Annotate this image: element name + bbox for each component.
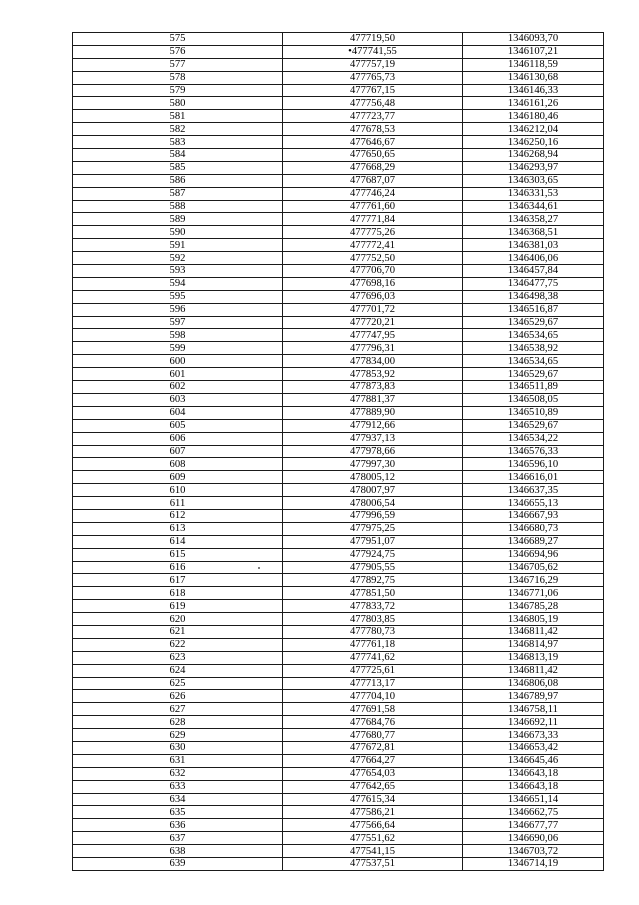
y-coordinate-cell: 1346534,65	[463, 355, 604, 368]
x-coordinate-cell: 477687,07	[283, 174, 463, 187]
y-coordinate-cell: 1346813,19	[463, 651, 604, 664]
x-coordinate-cell: 477905,55	[283, 561, 463, 574]
table-row	[73, 716, 604, 729]
y-coordinate-cell: 1346212,04	[463, 123, 604, 136]
y-coordinate-cell: 1346093,70	[463, 33, 604, 46]
table-row	[73, 806, 604, 819]
x-coordinate-cell: 477664,27	[283, 754, 463, 767]
x-coordinate-cell: 477646,67	[283, 136, 463, 149]
table-row	[73, 767, 604, 780]
x-coordinate-cell: 477771,84	[283, 213, 463, 226]
table-row	[73, 574, 604, 587]
point-number-cell: 635	[73, 806, 283, 819]
x-coordinate-cell: 477725,61	[283, 664, 463, 677]
point-number-cell: 599	[73, 342, 283, 355]
x-coordinate-cell: 477672,81	[283, 741, 463, 754]
x-coordinate-cell: 477997,30	[283, 458, 463, 471]
table-row	[73, 187, 604, 200]
point-number-cell: 627	[73, 703, 283, 716]
table-row	[73, 600, 604, 613]
table-row	[73, 123, 604, 136]
x-coordinate-cell: 477642,65	[283, 780, 463, 793]
table-row	[73, 303, 604, 316]
x-coordinate-cell: 477892,75	[283, 574, 463, 587]
x-coordinate-cell: 477713,17	[283, 677, 463, 690]
y-coordinate-cell: 1346146,33	[463, 84, 604, 97]
table-row	[73, 819, 604, 832]
table-row	[73, 587, 604, 600]
table-row	[73, 664, 604, 677]
y-coordinate-cell: 1346293,97	[463, 161, 604, 174]
table-row	[73, 471, 604, 484]
y-coordinate-cell: 1346358,27	[463, 213, 604, 226]
point-number-cell: 584	[73, 149, 283, 162]
y-coordinate-cell: 1346677,77	[463, 819, 604, 832]
y-coordinate-cell: 1346529,67	[463, 419, 604, 432]
point-number-cell: 619	[73, 600, 283, 613]
x-coordinate-cell: 477975,25	[283, 522, 463, 535]
x-coordinate-cell: 477881,37	[283, 393, 463, 406]
table-row	[73, 677, 604, 690]
x-coordinate-cell: 477680,77	[283, 729, 463, 742]
point-number-cell: 583	[73, 136, 283, 149]
point-number-cell: 591	[73, 239, 283, 252]
x-coordinate-cell: 477704,10	[283, 690, 463, 703]
x-coordinate-cell: 477761,18	[283, 638, 463, 651]
y-coordinate-cell: 1346643,18	[463, 780, 604, 793]
table-row	[73, 703, 604, 716]
y-coordinate-cell: 1346250,16	[463, 136, 604, 149]
y-coordinate-cell: 1346680,73	[463, 522, 604, 535]
point-number-cell: 609	[73, 471, 283, 484]
table-row	[73, 252, 604, 265]
y-coordinate-cell: 1346534,65	[463, 329, 604, 342]
y-coordinate-cell: 1346814,97	[463, 638, 604, 651]
point-number-cell: 595	[73, 290, 283, 303]
y-coordinate-cell: 1346653,42	[463, 741, 604, 754]
y-coordinate-cell: 1346692,11	[463, 716, 604, 729]
y-coordinate-cell: 1346771,06	[463, 587, 604, 600]
y-coordinate-cell: 1346368,51	[463, 226, 604, 239]
y-coordinate-cell: 1346511,89	[463, 381, 604, 394]
point-number-cell: 621	[73, 625, 283, 638]
point-number-cell: 600	[73, 355, 283, 368]
point-number-cell: 610	[73, 484, 283, 497]
point-number-cell: 639	[73, 858, 283, 871]
x-coordinate-cell: 477698,16	[283, 277, 463, 290]
table-row	[73, 651, 604, 664]
point-number-cell: 605	[73, 419, 283, 432]
x-coordinate-cell: 477684,76	[283, 716, 463, 729]
table-row	[73, 161, 604, 174]
table-row	[73, 458, 604, 471]
y-coordinate-cell: 1346645,46	[463, 754, 604, 767]
table-row	[73, 84, 604, 97]
table-row	[73, 381, 604, 394]
table-row	[73, 613, 604, 626]
y-coordinate-cell: 1346510,89	[463, 406, 604, 419]
y-coordinate-cell: 1346331,53	[463, 187, 604, 200]
y-coordinate-cell: 1346758,11	[463, 703, 604, 716]
x-coordinate-cell: 477691,58	[283, 703, 463, 716]
point-number-cell: 576	[73, 45, 283, 58]
x-coordinate-cell: 477853,92	[283, 368, 463, 381]
point-number-cell: 601	[73, 368, 283, 381]
y-coordinate-cell: 1346529,67	[463, 368, 604, 381]
x-coordinate-cell: 477924,75	[283, 548, 463, 561]
x-coordinate-cell: 477761,60	[283, 200, 463, 213]
y-coordinate-cell: 1346538,92	[463, 342, 604, 355]
point-number-cell: 592	[73, 252, 283, 265]
point-number-cell: 637	[73, 832, 283, 845]
point-number-cell: 590	[73, 226, 283, 239]
table-row	[73, 741, 604, 754]
point-number-cell: 613	[73, 522, 283, 535]
table-row	[73, 58, 604, 71]
x-coordinate-cell: 477796,31	[283, 342, 463, 355]
point-number-cell: 581	[73, 110, 283, 123]
x-coordinate-cell: 477996,59	[283, 509, 463, 522]
table-row	[73, 136, 604, 149]
y-coordinate-cell: 1346161,26	[463, 97, 604, 110]
y-coordinate-cell: 1346534,22	[463, 432, 604, 445]
x-coordinate-cell: 477775,26	[283, 226, 463, 239]
y-coordinate-cell: 1346268,94	[463, 149, 604, 162]
point-number-cell: 617	[73, 574, 283, 587]
x-coordinate-cell: 477912,66	[283, 419, 463, 432]
x-coordinate-cell: 477654,03	[283, 767, 463, 780]
x-coordinate-cell: 477668,29	[283, 161, 463, 174]
y-coordinate-cell: 1346616,01	[463, 471, 604, 484]
y-coordinate-cell: 1346789,97	[463, 690, 604, 703]
x-coordinate-cell: 477772,41	[283, 239, 463, 252]
x-coordinate-cell: •477741,55	[283, 45, 463, 58]
x-coordinate-cell: 477765,73	[283, 71, 463, 84]
table-row	[73, 561, 604, 574]
table-row	[73, 535, 604, 548]
x-coordinate-cell: 477889,90	[283, 406, 463, 419]
coordinates-table-body	[73, 33, 604, 871]
point-number-cell: 593	[73, 265, 283, 278]
x-coordinate-cell: 477551,62	[283, 832, 463, 845]
table-row	[73, 368, 604, 381]
table-row	[73, 548, 604, 561]
y-coordinate-cell: 1346785,28	[463, 600, 604, 613]
point-number-cell: 612	[73, 509, 283, 522]
x-coordinate-cell: 477851,50	[283, 587, 463, 600]
x-coordinate-cell: 478007,97	[283, 484, 463, 497]
point-number-cell: 631	[73, 754, 283, 767]
x-coordinate-cell: 478006,54	[283, 497, 463, 510]
point-number-cell: 611	[73, 497, 283, 510]
table-row	[73, 329, 604, 342]
x-coordinate-cell: 477746,24	[283, 187, 463, 200]
y-coordinate-cell: 1346457,84	[463, 265, 604, 278]
point-number-cell: 582	[73, 123, 283, 136]
y-coordinate-cell: 1346714,19	[463, 858, 604, 871]
y-coordinate-cell: 1346344,61	[463, 200, 604, 213]
x-coordinate-cell: 477741,62	[283, 651, 463, 664]
point-number-cell: 614	[73, 535, 283, 548]
point-number-cell: 618	[73, 587, 283, 600]
point-number-cell: 628	[73, 716, 283, 729]
point-number-cell: 607	[73, 445, 283, 458]
x-coordinate-cell: 477537,51	[283, 858, 463, 871]
table-row	[73, 355, 604, 368]
y-coordinate-cell: 1346805,19	[463, 613, 604, 626]
x-coordinate-cell: 477720,21	[283, 316, 463, 329]
table-row	[73, 522, 604, 535]
point-number-cell: 577	[73, 58, 283, 71]
y-coordinate-cell: 1346703,72	[463, 845, 604, 858]
point-number-cell: 632	[73, 767, 283, 780]
point-number-cell: 626	[73, 690, 283, 703]
point-number-cell: 629	[73, 729, 283, 742]
x-coordinate-cell: 477756,48	[283, 97, 463, 110]
x-coordinate-cell: 477951,07	[283, 535, 463, 548]
table-row	[73, 213, 604, 226]
point-number-cell: 580	[73, 97, 283, 110]
point-number-cell: 579	[73, 84, 283, 97]
point-number-cell: 624	[73, 664, 283, 677]
x-coordinate-cell: 478005,12	[283, 471, 463, 484]
point-number-cell: 602	[73, 381, 283, 394]
y-coordinate-cell: 1346406,06	[463, 252, 604, 265]
y-coordinate-cell: 1346694,96	[463, 548, 604, 561]
point-number-cell: 616	[73, 561, 283, 574]
table-row	[73, 45, 604, 58]
table-row	[73, 729, 604, 742]
point-number-cell: 623	[73, 651, 283, 664]
y-coordinate-cell: 1346477,75	[463, 277, 604, 290]
point-number-cell: 625	[73, 677, 283, 690]
y-coordinate-cell: 1346643,18	[463, 767, 604, 780]
x-coordinate-cell: 477803,85	[283, 613, 463, 626]
y-coordinate-cell: 1346508,05	[463, 393, 604, 406]
table-row	[73, 71, 604, 84]
x-coordinate-cell: 477615,34	[283, 793, 463, 806]
x-coordinate-cell: 477701,72	[283, 303, 463, 316]
table-row	[73, 509, 604, 522]
y-coordinate-cell: 1346381,03	[463, 239, 604, 252]
table-row	[73, 432, 604, 445]
table-row	[73, 832, 604, 845]
point-number-cell: 606	[73, 432, 283, 445]
table-row	[73, 393, 604, 406]
table-row	[73, 342, 604, 355]
y-coordinate-cell: 1346637,35	[463, 484, 604, 497]
y-coordinate-cell: 1346516,87	[463, 303, 604, 316]
point-number-cell: 633	[73, 780, 283, 793]
table-row	[73, 858, 604, 871]
point-number-cell: 578	[73, 71, 283, 84]
point-number-cell: 608	[73, 458, 283, 471]
y-coordinate-cell: 1346596,10	[463, 458, 604, 471]
x-coordinate-cell: 477752,50	[283, 252, 463, 265]
y-coordinate-cell: 1346811,42	[463, 664, 604, 677]
x-coordinate-cell: 477566,64	[283, 819, 463, 832]
y-coordinate-cell: 1346529,67	[463, 316, 604, 329]
y-coordinate-cell: 1346107,21	[463, 45, 604, 58]
point-number-cell: 603	[73, 393, 283, 406]
y-coordinate-cell: 1346806,08	[463, 677, 604, 690]
table-row	[73, 239, 604, 252]
point-number-cell: 620	[73, 613, 283, 626]
table-row	[73, 638, 604, 651]
y-coordinate-cell: 1346303,65	[463, 174, 604, 187]
y-coordinate-cell: 1346118,59	[463, 58, 604, 71]
point-number-cell: 597	[73, 316, 283, 329]
x-coordinate-cell: 477723,77	[283, 110, 463, 123]
table-row	[73, 445, 604, 458]
point-number-cell: 575	[73, 33, 283, 46]
y-coordinate-cell: 1346180,46	[463, 110, 604, 123]
y-coordinate-cell: 1346651,14	[463, 793, 604, 806]
x-coordinate-cell: 477834,00	[283, 355, 463, 368]
point-number-cell: 622	[73, 638, 283, 651]
table-row	[73, 277, 604, 290]
y-coordinate-cell: 1346705,62	[463, 561, 604, 574]
y-coordinate-cell: 1346655,13	[463, 497, 604, 510]
y-coordinate-cell: 1346130,68	[463, 71, 604, 84]
table-row	[73, 484, 604, 497]
table-row	[73, 290, 604, 303]
table-row	[73, 265, 604, 278]
point-number-cell: 598	[73, 329, 283, 342]
point-number-cell: 638	[73, 845, 283, 858]
x-coordinate-cell: 477978,66	[283, 445, 463, 458]
table-row	[73, 625, 604, 638]
point-number-cell: 630	[73, 741, 283, 754]
coordinates-table	[72, 32, 604, 871]
x-coordinate-cell: 477873,83	[283, 381, 463, 394]
table-row	[73, 33, 604, 46]
x-coordinate-cell: 477650,65	[283, 149, 463, 162]
y-coordinate-cell: 1346716,29	[463, 574, 604, 587]
x-coordinate-cell: 477678,53	[283, 123, 463, 136]
table-row	[73, 174, 604, 187]
y-coordinate-cell: 1346811,42	[463, 625, 604, 638]
table-row	[73, 200, 604, 213]
table-row	[73, 497, 604, 510]
x-coordinate-cell: 477586,21	[283, 806, 463, 819]
table-row	[73, 754, 604, 767]
point-number-cell: 604	[73, 406, 283, 419]
x-coordinate-cell: 477937,13	[283, 432, 463, 445]
y-coordinate-cell: 1346576,33	[463, 445, 604, 458]
x-coordinate-cell: 477541,15	[283, 845, 463, 858]
y-coordinate-cell: 1346667,93	[463, 509, 604, 522]
x-coordinate-cell: 477719,50	[283, 33, 463, 46]
x-coordinate-cell: 477696,03	[283, 290, 463, 303]
point-number-cell: 587	[73, 187, 283, 200]
point-number-cell: 588	[73, 200, 283, 213]
table-row	[73, 226, 604, 239]
table-row	[73, 845, 604, 858]
table-row	[73, 419, 604, 432]
point-number-cell: 615	[73, 548, 283, 561]
x-coordinate-cell: 477833,72	[283, 600, 463, 613]
y-coordinate-cell: 1346673,33	[463, 729, 604, 742]
table-row	[73, 793, 604, 806]
point-number-cell: 589	[73, 213, 283, 226]
point-number-cell: 586	[73, 174, 283, 187]
y-coordinate-cell: 1346498,38	[463, 290, 604, 303]
point-number-cell: 636	[73, 819, 283, 832]
table-row	[73, 316, 604, 329]
y-coordinate-cell: 1346689,27	[463, 535, 604, 548]
table-row	[73, 780, 604, 793]
scan-speck	[258, 567, 260, 569]
point-number-cell: 596	[73, 303, 283, 316]
table-row	[73, 110, 604, 123]
y-coordinate-cell: 1346690,06	[463, 832, 604, 845]
point-number-cell: 585	[73, 161, 283, 174]
y-coordinate-cell: 1346662,75	[463, 806, 604, 819]
point-number-cell: 634	[73, 793, 283, 806]
table-row	[73, 149, 604, 162]
table-row	[73, 97, 604, 110]
point-number-cell: 594	[73, 277, 283, 290]
x-coordinate-cell: 477757,19	[283, 58, 463, 71]
x-coordinate-cell: 477747,95	[283, 329, 463, 342]
table-row	[73, 690, 604, 703]
x-coordinate-cell: 477706,70	[283, 265, 463, 278]
x-coordinate-cell: 477780,73	[283, 625, 463, 638]
table-row	[73, 406, 604, 419]
x-coordinate-cell: 477767,15	[283, 84, 463, 97]
